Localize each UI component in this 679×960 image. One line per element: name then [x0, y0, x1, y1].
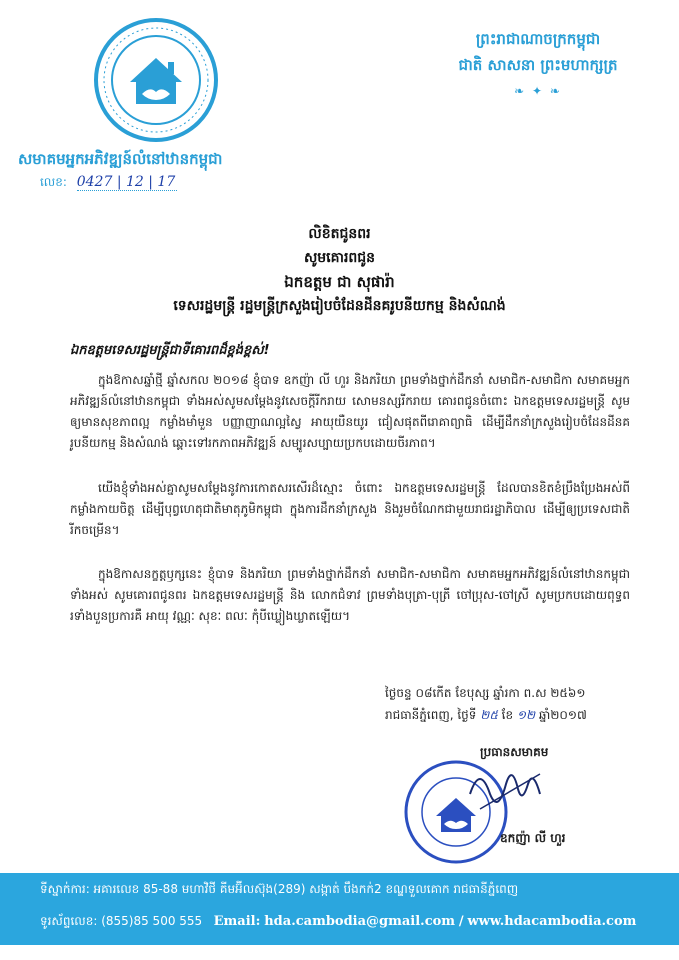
body-paragraph-3: ក្នុងឱកាសនក្ខត្តឫក្សនេះ ខ្ញុំបាទ និងភរិយា ព្រមទាំងថ្នាក់ដឹកនាំ សមាជិក-សមាជិកា សមាគមអ្នកអភិវឌ្ឍន៍លំនៅឋានកម្ពុជាទាំងអស់ សូមគោរពជូនពរ ឯកឧត្តមទេសរដ្ឋមន្ត្រី និង លោកជំទាវ ព្រមទាំងបុត្រា-បុត្រី ចៅប្រុស-ចៅស្រី សូមប្រកបដោយពុទ្ធពរទាំងបួនប្រការគឺ អាយុ វណ្ណៈ សុខៈ ពលៈ កុំបីឃ្លៀងឃ្លាតឡើយ។ — [70, 567, 630, 623]
phone-number: (855)85 500 555 — [101, 914, 203, 928]
date-year: ឆ្នាំ២០១៧ — [538, 708, 587, 722]
letterhead-footer — [0, 873, 679, 945]
signer-name: ឧកញ៉ា លី ហួរ — [500, 831, 566, 845]
date-day: ២៥ — [480, 708, 498, 722]
handwritten-signature — [460, 754, 550, 824]
respect-line: សូមគោរពជូន — [303, 250, 376, 266]
body-paragraph-1: ក្នុងឱកាសឆ្នាំថ្មី ឆ្នាំសកល ២០១៨ ខ្ញុំបាទ ឧកញ៉ា លី ហួរ និងភរិយា ព្រមទាំងថ្នាក់ដឹកនាំ សមាជិក-សមាជិកា សមាគមអ្នកអភិវឌ្ឍន៍លំនៅឋានកម្ពុជា ទាំងអស់សូមសម្ដែងនូវសេចក្ដីរីករាយ សោមនស្សរីករាយ គោរពជូនចំពោះ ឯកឧត្តមទេសរដ្ឋមន្ត្រី សូមឲ្យមានសុខភាពល្អ កម្លាំងមាំមួន បញ្ញាញាណល្អស្វៃ អាយុយឺនយូរ ជៀសផុតពីរោគាព្យាធិ ដើម្បីដឹកនាំក្រសួងរៀបចំដែនដីនគរូបនីយកម្ម និងសំណង់ ឆ្ពោះទៅរកភាពអភិវឌ្ឍន៍ សម្បូរសប្បាយប្រកបដោយចីរភាព។ — [70, 373, 630, 450]
email-label: Email: — [213, 914, 261, 929]
footer-separator: / — [458, 914, 464, 929]
ornament-divider: ❧ ✦ ❧ — [514, 84, 562, 98]
reference-number: 0427 | 12 | 17 — [76, 174, 176, 190]
date-month-label: ខែ — [501, 708, 514, 722]
signature-block — [400, 744, 600, 844]
footer-contact — [40, 913, 636, 931]
hda-logo — [92, 16, 220, 144]
date-block — [385, 682, 655, 726]
phone-label: ទូរស័ព្ទលេខ: — [40, 914, 98, 928]
email-address[interactable]: hda.cambodia@gmail.com — [264, 914, 456, 929]
website-link[interactable]: www.hdacambodia.com — [467, 914, 637, 929]
recipient-position: ទេសរដ្ឋមន្ត្រី រដ្ឋមន្ត្រីក្រសួងរៀបចំដែនដីនគរូបនីយកម្ម និងសំណង់ — [173, 298, 506, 314]
reference-line — [40, 174, 177, 192]
kingdom-heading — [418, 26, 658, 104]
date-month: ១២ — [516, 708, 536, 722]
lunar-date: ថ្ងៃចន្ទ ០៨កើត ខែបុស្ស ឆ្នាំរកា ព.ស ២៥៦១ — [385, 686, 586, 700]
letter-title-block — [0, 222, 679, 318]
organization-name: សមាគមអ្នកអភិវឌ្ឍន៍លំនៅឋានកម្ពុជា — [18, 150, 223, 168]
body-paragraph-2: យើងខ្ញុំទាំងអស់គ្នាសូមសម្ដែងនូវការកោតសរសើរដ៏ស្មោះ ចំពោះ ឯកឧត្តមទេសរដ្ឋមន្ត្រី ដែលបានខិតខំប្រឹងប្រែងអស់ពីកម្លាំងកាយចិត្ត ដើម្បីបុព្វហេតុជាតិមាតុភូមិកម្ពុជា ក្នុងការដឹកនាំក្រសួង និងរួមចំណែកជាមួយរាជរដ្ឋាភិបាល ដើម្បីឲ្យប្រទេសជាតិរីកចម្រើន។ — [70, 481, 630, 537]
recipient-name: ឯកឧត្តម ជា សុផារ៉ា — [284, 273, 395, 291]
signer-title: ប្រធានសមាគម — [480, 745, 549, 759]
kingdom-name: ព្រះរាជាណាចក្រកម្ពុជា — [475, 30, 601, 48]
reference-label: លេខ: — [40, 175, 67, 189]
place-date-prefix: រាជធានីភ្នំពេញ, ថ្ងៃទី — [385, 708, 477, 722]
document-type: លិខិតជូនពរ — [308, 226, 371, 242]
footer-address: ទីស្នាក់ការ: អគារលេខ 85-88 មហាវិថី គីមអ៊ីលស៊ុង(289) សង្កាត់ បឹងកក់2 ខណ្ឌទួលគោក រាជធានីភ្នំពេញ — [40, 882, 519, 896]
place-date — [385, 704, 655, 726]
salutation: ឯកឧត្តមទេសរដ្ឋមន្ត្រីជាទីគោរពដ៏ខ្ពង់ខ្ពស់! — [70, 343, 270, 358]
national-motto: ជាតិ សាសនា ព្រះមហាក្សត្រ — [458, 56, 618, 74]
